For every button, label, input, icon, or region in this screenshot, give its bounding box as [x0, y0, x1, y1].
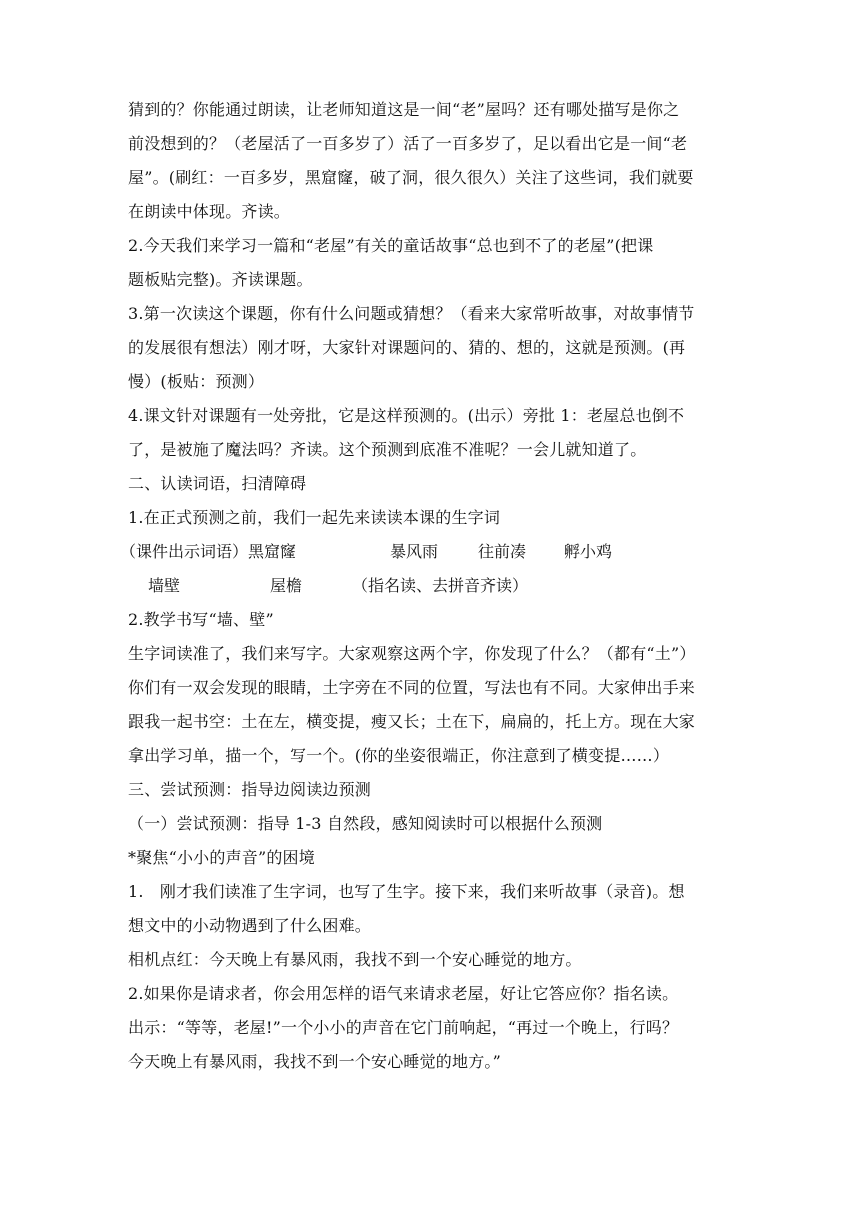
text-line: 想文中的小动物遇到了什么困难。 — [128, 916, 372, 935]
text-line: 1.在正式预测之前，我们一起先来读读本课的生字词 — [128, 508, 501, 527]
vocab-note: （指名读、去拼音齐读） — [352, 576, 529, 595]
section-heading: 三、尝试预测：指导边阅读边预测 — [128, 780, 372, 799]
text-line: 2.今天我们来学习一篇和“老屋”有关的童话故事“总也到不了的老屋”(把课 — [128, 236, 654, 255]
text-line: 的发展很有想法）刚才呀，大家针对课题问的、猜的、想的，这就是预测。(再 — [128, 338, 686, 357]
vocab-word: 孵小鸡 — [564, 542, 613, 561]
vocab-row-2 — [128, 576, 732, 596]
vocab-row-1 — [120, 542, 732, 562]
text-line: 拿出学习单，描一个，写一个。(你的坐姿很端正，你注意到了横变提……） — [128, 746, 670, 765]
text-line: 4.课文针对课题有一处旁批，它是这样预测的。(出示）旁批 1：老屋总也倒不 — [128, 406, 685, 425]
text-line: 今天晚上有暴风雨，我找不到一个安心睡觉的地方。” — [128, 1052, 501, 1071]
vocab-word: 往前凑 — [478, 542, 527, 561]
text-line: 屋”。(刷红：一百多岁，黑窟窿，破了洞，很久很久）关注了这些词，我们就要 — [128, 168, 694, 187]
text-line: 2.教学书写“墙、壁” — [128, 610, 274, 629]
text-line: 2.如果你是请求者，你会用怎样的语气来请求老屋，好让它答应你？指名读。 — [128, 984, 679, 1003]
text-line: 跟我一起书空：土在左，横变提，瘦又长；土在下，扁扁的，托上方。现在大家 — [128, 712, 696, 731]
text-line: 1. 刚才我们读准了生字词，也写了生字。接下来，我们来听故事（录音)。想 — [128, 882, 685, 901]
text-line: 猜到的？你能通过朗读，让老师知道这是一间“老”屋吗？还有哪处描写是你之 — [128, 100, 680, 119]
text-line: 3.第一次读这个课题，你有什么问题或猜想？（看来大家常听故事，对故事情节 — [128, 304, 695, 323]
text-line: 前没想到的？（老屋活了一百多岁了）活了一百多岁了，足以看出它是一间“老 — [128, 134, 688, 153]
vocab-word: 暴风雨 — [390, 542, 439, 561]
text-line: 慢）(板贴：预测） — [128, 372, 265, 391]
text-line: 题板贴完整)。齐读课题。 — [128, 270, 313, 289]
text-line: 在朗读中体现。齐读。 — [128, 202, 291, 221]
text-line: 你们有一双会发现的眼睛，土字旁在不同的位置，写法也有不同。大家伸出手来 — [128, 678, 696, 697]
section-heading: 二、认读词语，扫清障碍 — [128, 474, 307, 493]
vocab-word: 屋檐 — [270, 576, 303, 595]
vocab-word: （课件出示词语）黑窟窿 — [120, 542, 297, 561]
text-line: *聚焦“小小的声音”的困境 — [128, 848, 315, 867]
text-line: 相机点红：今天晚上有暴风雨，我找不到一个安心睡觉的地方。 — [128, 950, 582, 969]
text-line: 出示：“等等，老屋!”一个小小的声音在它门前响起，“再过一个晚上，行吗？ — [128, 1018, 679, 1037]
vocab-word: 墙壁 — [148, 576, 181, 595]
text-line: 了，是被施了魔法吗？齐读。这个预测到底准不准呢？一会儿就知道了。 — [128, 440, 647, 459]
text-line: 生字词读准了，我们来写字。大家观察这两个字，你发现了什么？（都有“土”） — [128, 644, 696, 663]
subsection-heading: （一）尝试预测：指导 1-3 自然段，感知阅读时可以根据什么预测 — [128, 814, 603, 833]
